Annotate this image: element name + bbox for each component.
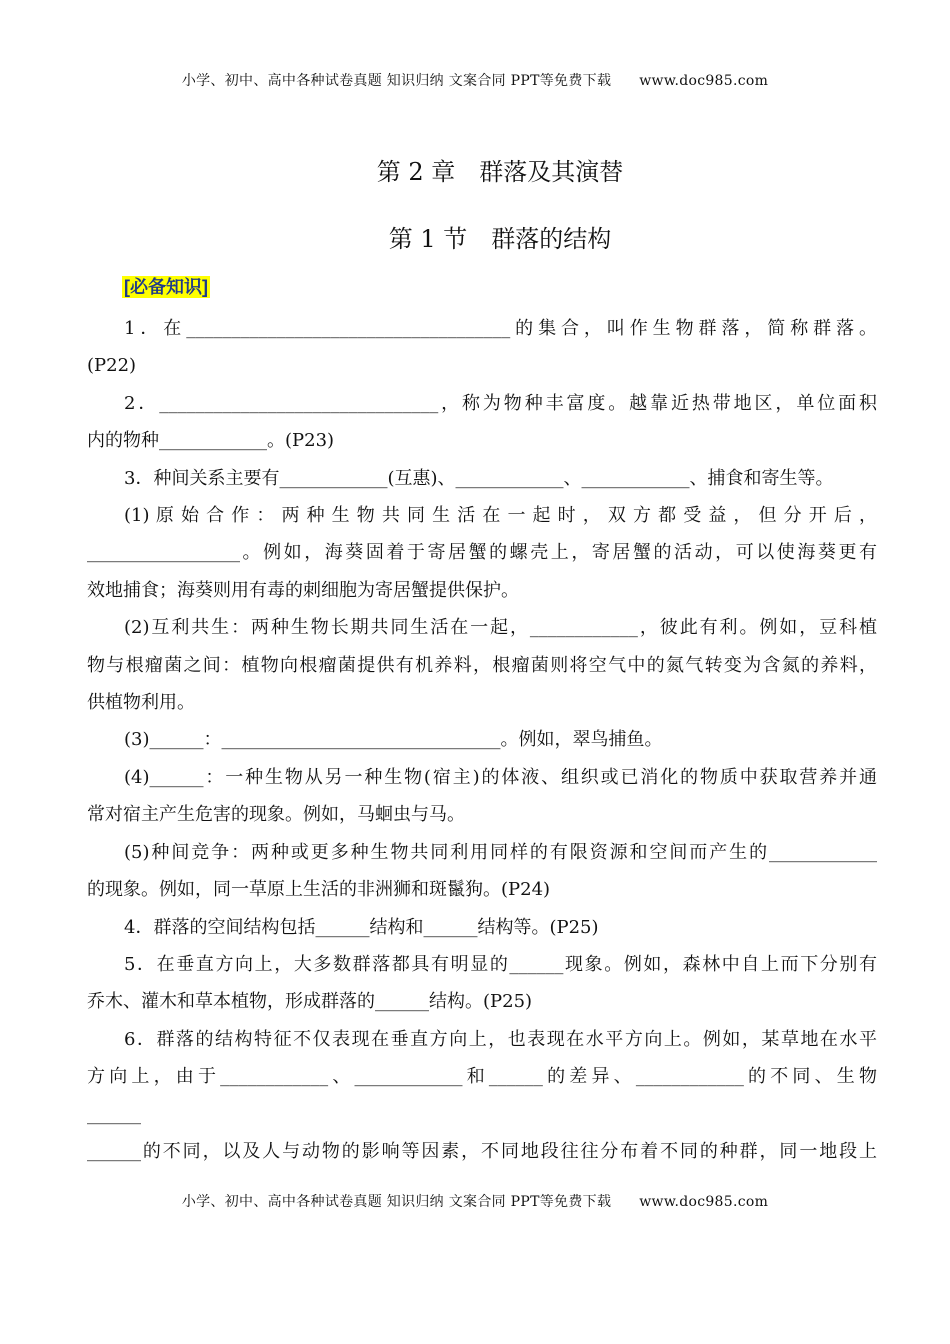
text-line: _________________。例如，海葵固着于寄居蟹的螺壳上，寄居蟹的活动，可以使海葵更有 [87,542,877,564]
text-line: 4．群落的空间结构包括______结构和______结构等。(P25) [124,916,599,938]
text-line: 3．种间关系主要有____________(互惠)、____________、____________、捕食和寄生等。 [124,467,834,489]
text-line: (4)______：一种生物从另一种生物(宿主)的体液、组织或已消化的物质中获取营养并通 [124,766,877,788]
section-title: 第 1 节 群落的结构 [388,225,612,253]
page-header [0,70,950,90]
text-line: (P22) [87,355,137,377]
text-line: 物与根瘤菌之间：植物向根瘤菌提供有机养料，根瘤菌则将空气中的氮气转变为含氮的养料， [87,654,877,676]
text-line: 2．_______________________________，称为物种丰富度。越靠近热带地区，单位面积 [124,392,877,414]
text-line: 1．在____________________________________的集合，叫作生物群落，简称群落。 [124,318,877,339]
text-line: 6．群落的结构特征不仅表现在垂直方向上，也表现在水平方向上。例如，某草地在水平 [124,1028,877,1050]
text-line: (2)互利共生：两种生物长期共同生活在一起，____________，彼此有利。例如，豆科植 [124,617,877,639]
text-line: (3)______：_______________________________。例如，翠鸟捕鱼。 [124,729,663,751]
text-line: 常对宿主产生危害的现象。例如，马蛔虫与马。 [87,804,465,826]
text-line: 的现象。例如，同一草原上生活的非洲狮和斑鬣狗。(P24) [87,879,551,901]
text-line: 乔木、灌木和草本植物，形成群落的______结构。(P25) [87,991,533,1013]
chapter-title: 第 2 章 群落及其演替 [376,158,624,186]
text-line: 效地捕食；海葵则用有毒的刺细胞为寄居蟹提供保护。 [87,579,519,601]
text-line: 方向上，由于____________、____________和______的差异、____________的不同、生物 [87,1066,877,1088]
page-content [87,310,877,1170]
page-footer [0,1191,950,1211]
text-line: (1) 原 始 合 作 ： 两 种 生 物 共 同 生 活 在 一 起 时 ， 双 方 都 受 益 ， 但 分 开 后 ， [124,505,877,527]
section-label: [必备知识] [124,277,208,297]
text-line: 供植物利用。 [87,692,195,714]
header-text: 小学、初中、高中各种试卷真题 知识归纳 文案合同 PPT等免费下载 [181,73,612,89]
text-line: ______ [87,1103,141,1125]
text-line: (5)种间竞争：两种或更多种生物共同利用同样的有限资源和空间而产生的____________ [124,841,877,863]
footer-text: 小学、初中、高中各种试卷真题 知识归纳 文案合同 PPT等免费下载 [181,1194,612,1210]
text-line: 5．在垂直方向上，大多数群落都具有明显的______现象。例如，森林中自上而下分别有 [124,953,877,975]
footer-url[interactable]: www.doc985.com [639,1194,769,1210]
text-line: ______的不同，以及人与动物的影响等因素，不同地段往往分布着不同的种群，同一地段上 [87,1140,877,1162]
text-line: 内的物种____________。(P23) [87,430,335,452]
header-url[interactable]: www.doc985.com [639,73,769,89]
